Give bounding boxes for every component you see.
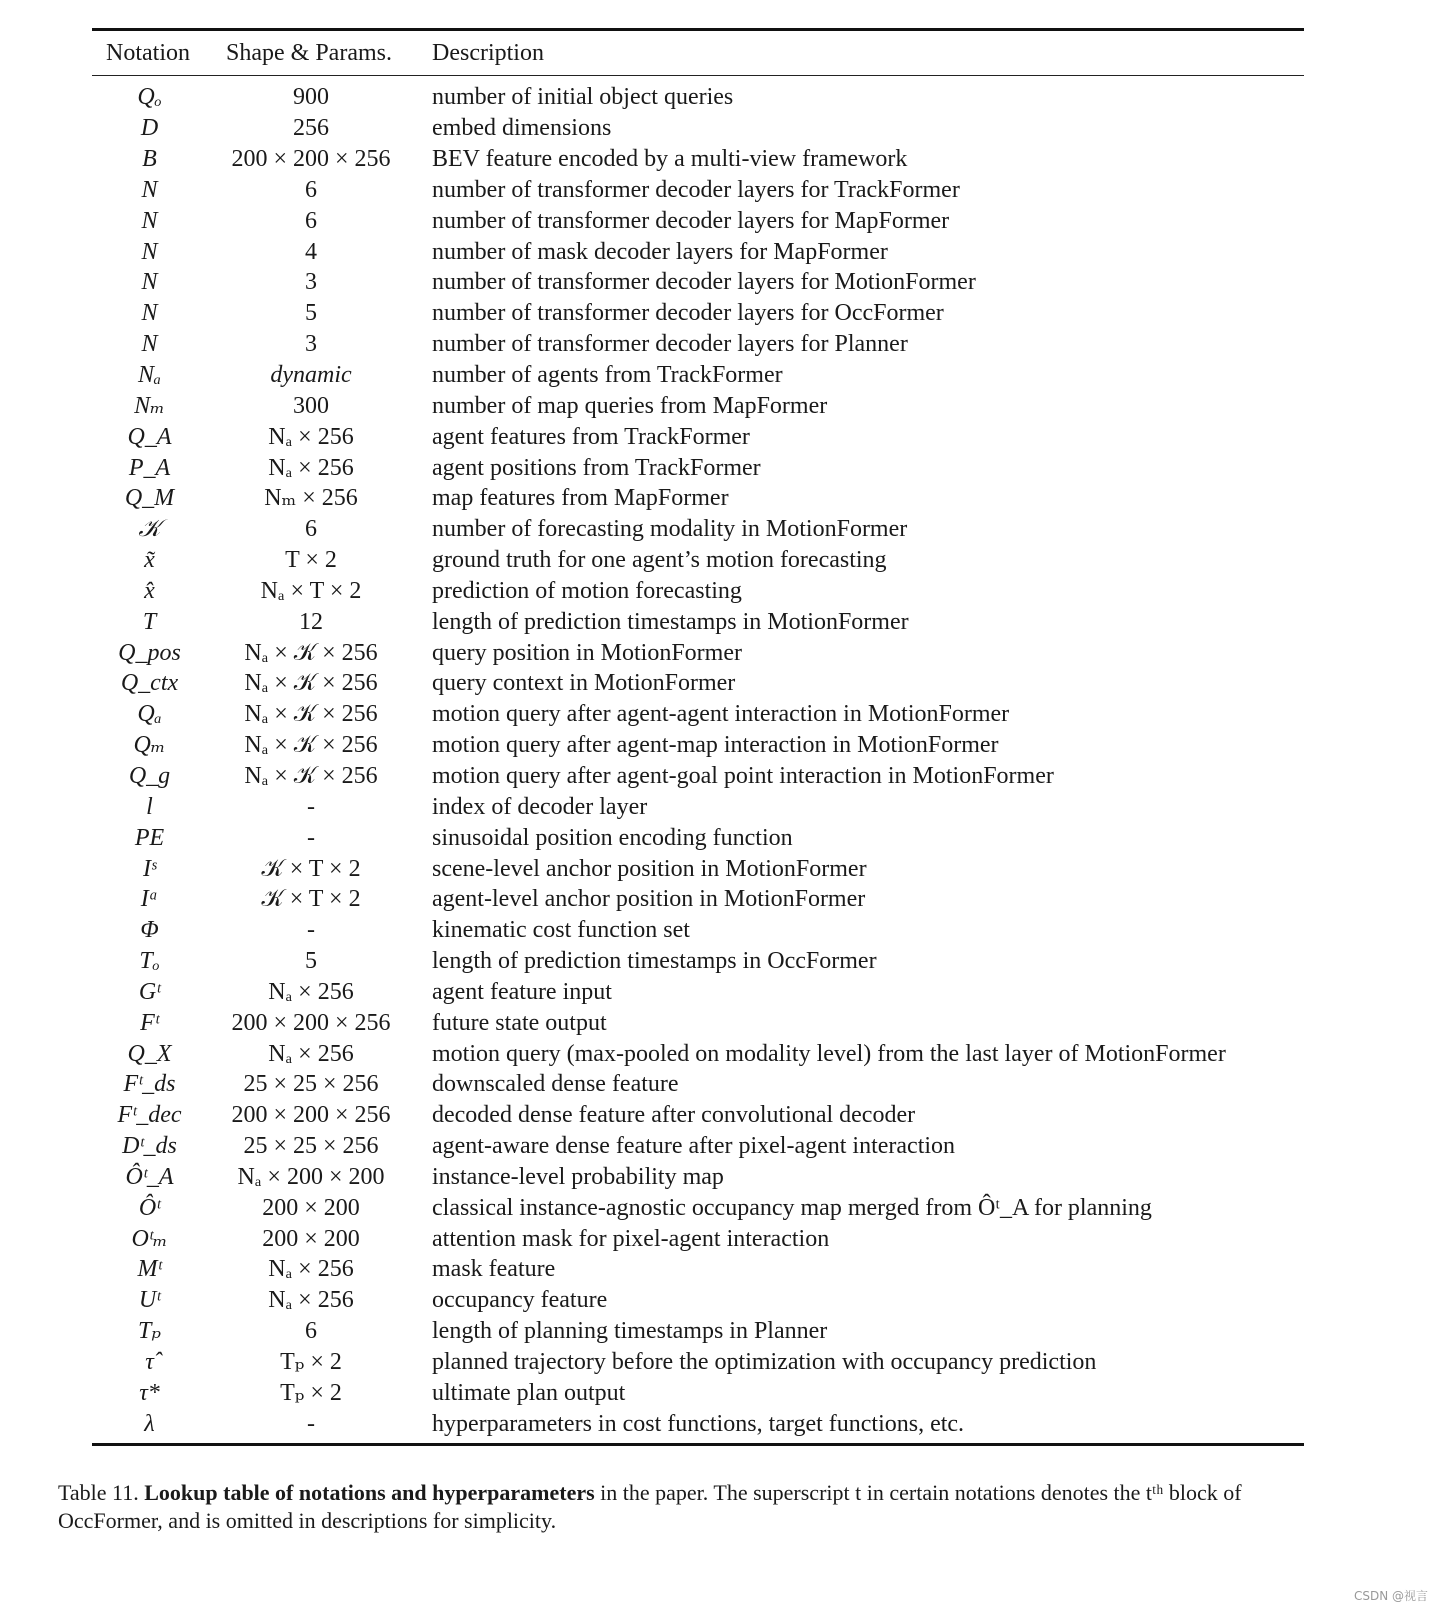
description-cell: future state output xyxy=(432,1009,607,1036)
notation-cell: τ* xyxy=(139,1379,160,1406)
table-row xyxy=(92,113,1304,144)
shape-cell: - xyxy=(307,793,315,820)
notation-cell: Dᵗ_ds xyxy=(122,1133,177,1160)
caption-bold: Lookup table of notations and hyperparameters xyxy=(144,1480,595,1505)
notation-cell: λ xyxy=(144,1410,155,1437)
table-row xyxy=(92,329,1304,360)
notation-cell: Uᵗ xyxy=(138,1287,161,1314)
notation-cell: 𝒦 xyxy=(138,516,161,543)
table-row xyxy=(92,853,1304,884)
notation-cell: PE xyxy=(134,824,165,851)
table-row xyxy=(92,1007,1304,1038)
table-row xyxy=(92,298,1304,329)
table-row xyxy=(92,1038,1304,1069)
description-cell: downscaled dense feature xyxy=(432,1071,679,1098)
description-cell: length of prediction timestamps in OccFormer xyxy=(432,948,877,975)
table-row xyxy=(92,452,1304,483)
description-cell: planned trajectory before the optimization with occupancy prediction xyxy=(432,1349,1097,1376)
description-cell: classical instance-agnostic occupancy map merged from Ôᵗ_A for planning xyxy=(432,1194,1152,1221)
notation-cell: N xyxy=(141,207,158,234)
notation-cell: Ôᵗ_A xyxy=(125,1163,174,1190)
table-row xyxy=(92,545,1304,576)
header-description: Description xyxy=(432,40,544,66)
table-bottom-rule xyxy=(92,1443,1304,1446)
shape-cell: 200 × 200 × 256 xyxy=(231,1102,391,1129)
description-cell: ultimate plan output xyxy=(432,1379,626,1406)
description-cell: number of transformer decoder layers for Planner xyxy=(432,331,908,358)
table-row xyxy=(92,144,1304,175)
shape-cell: Nₐ × 200 × 200 xyxy=(237,1163,385,1190)
description-cell: number of forecasting modality in MotionFormer xyxy=(432,516,908,543)
description-cell: map features from MapFormer xyxy=(432,485,729,512)
notation-cell: N xyxy=(141,238,158,265)
table-row xyxy=(92,1192,1304,1223)
notation-cell: Oᵗₘ xyxy=(131,1225,168,1252)
notation-cell: Qₐ xyxy=(137,701,162,728)
description-cell: motion query (max-pooled on modality level) from the last layer of MotionFormer xyxy=(432,1040,1226,1067)
shape-cell: 𝒦 × T × 2 xyxy=(261,886,361,913)
notation-cell: N xyxy=(141,176,158,203)
notation-cell: D xyxy=(140,115,159,142)
shape-cell: 3 xyxy=(305,269,317,296)
description-cell: agent-aware dense feature after pixel-agent interaction xyxy=(432,1133,956,1160)
table-row xyxy=(92,1347,1304,1378)
notation-cell: Nₘ xyxy=(134,392,165,419)
notation-cell: Qₒ xyxy=(137,84,162,111)
description-cell: kinematic cost function set xyxy=(432,917,690,944)
notation-cell: Mᵗ xyxy=(137,1256,162,1283)
shape-cell: 25 × 25 × 256 xyxy=(243,1071,379,1098)
shape-cell: - xyxy=(307,917,315,944)
notation-cell: Q_pos xyxy=(118,639,181,666)
shape-cell: 900 xyxy=(293,84,329,111)
notation-cell: Q_ctx xyxy=(120,670,179,697)
shape-cell: 5 xyxy=(305,300,317,327)
description-cell: length of planning timestamps in Planner xyxy=(432,1318,828,1345)
notation-cell: Q_g xyxy=(128,762,171,789)
shape-cell: 𝒦 × T × 2 xyxy=(261,855,361,882)
notation-cell: Iᵃ xyxy=(140,886,159,913)
header-notation: Notation xyxy=(106,40,190,66)
notation-cell: Nₐ xyxy=(137,362,162,389)
notation-cell: Fᵗ_ds xyxy=(123,1071,176,1098)
notation-cell: Fᵗ_dec xyxy=(117,1102,182,1129)
shape-cell: Tₚ × 2 xyxy=(280,1379,342,1406)
table-row xyxy=(92,175,1304,206)
table-row xyxy=(92,761,1304,792)
notation-cell: Q_X xyxy=(127,1040,172,1067)
table-row xyxy=(92,421,1304,452)
table-row xyxy=(92,822,1304,853)
table-row xyxy=(92,205,1304,236)
table-row xyxy=(92,1285,1304,1316)
table-row xyxy=(92,976,1304,1007)
description-cell: motion query after agent-agent interaction in MotionFormer xyxy=(432,701,1010,728)
description-cell: embed dimensions xyxy=(432,115,612,142)
notation-cell: Fᵗ xyxy=(140,1009,159,1036)
notation-cell: N xyxy=(141,331,158,358)
description-cell: prediction of motion forecasting xyxy=(432,577,742,604)
description-cell: hyperparameters in cost functions, target functions, etc. xyxy=(432,1410,965,1437)
shape-cell: Nₐ × 𝒦 × 256 xyxy=(244,670,378,697)
shape-cell: Nₐ × 𝒦 × 256 xyxy=(244,639,378,666)
notation-cell: B xyxy=(142,146,157,173)
shape-cell: 300 xyxy=(293,392,329,419)
shape-cell: 256 xyxy=(293,115,329,142)
description-cell: ground truth for one agent’s motion forecasting xyxy=(432,547,887,574)
table-row xyxy=(92,267,1304,298)
shape-cell: Nₐ × 256 xyxy=(268,1256,354,1283)
description-cell: instance-level probability map xyxy=(432,1163,724,1190)
description-cell: motion query after agent-goal point interaction in MotionFormer xyxy=(432,762,1054,789)
description-cell: number of agents from TrackFormer xyxy=(432,362,783,389)
description-cell: decoded dense feature after convolutional decoder xyxy=(432,1102,916,1129)
notation-table xyxy=(92,28,1304,1446)
table-row xyxy=(92,1377,1304,1408)
description-cell: number of transformer decoder layers for MotionFormer xyxy=(432,269,976,296)
shape-cell: dynamic xyxy=(270,362,352,389)
table-row xyxy=(92,946,1304,977)
notation-cell: Q_A xyxy=(127,423,172,450)
caption-label: Table 11. xyxy=(58,1480,139,1505)
description-cell: index of decoder layer xyxy=(432,793,648,820)
table-row xyxy=(92,236,1304,267)
shape-cell: - xyxy=(307,1410,315,1437)
shape-cell: 25 × 25 × 256 xyxy=(243,1133,379,1160)
notation-cell: Qₘ xyxy=(133,732,166,759)
description-cell: length of prediction timestamps in MotionFormer xyxy=(432,608,909,635)
caption-rest-2: OccFormer, and is omitted in descriptions for simplicity. xyxy=(58,1508,557,1533)
description-cell: agent features from TrackFormer xyxy=(432,423,750,450)
description-cell: agent positions from TrackFormer xyxy=(432,454,761,481)
description-cell: number of map queries from MapFormer xyxy=(432,392,828,419)
notation-cell: x̂ xyxy=(144,577,155,604)
table-row xyxy=(92,1223,1304,1254)
table-row xyxy=(92,390,1304,421)
notation-cell: Tₒ xyxy=(139,948,160,975)
shape-cell: - xyxy=(307,824,315,851)
description-cell: mask feature xyxy=(432,1256,556,1283)
description-cell: scene-level anchor position in MotionFormer xyxy=(432,855,867,882)
table-caption xyxy=(58,1479,1328,1535)
table-row xyxy=(92,791,1304,822)
description-cell: number of mask decoder layers for MapFormer xyxy=(432,238,888,265)
table-row xyxy=(92,730,1304,761)
notation-cell: Ôᵗ xyxy=(138,1194,161,1221)
shape-cell: Nₐ × 𝒦 × 256 xyxy=(244,762,378,789)
table-row xyxy=(92,1408,1304,1439)
description-cell: query position in MotionFormer xyxy=(432,639,742,666)
description-cell: number of transformer decoder layers for TrackFormer xyxy=(432,176,960,203)
shape-cell: 200 × 200 × 256 xyxy=(231,1009,391,1036)
shape-cell: T × 2 xyxy=(285,547,337,574)
table-row xyxy=(92,514,1304,545)
description-cell: agent-level anchor position in MotionFormer xyxy=(432,886,866,913)
shape-cell: 6 xyxy=(305,1318,317,1345)
table-row xyxy=(92,884,1304,915)
shape-cell: Nₐ × 256 xyxy=(268,423,354,450)
description-cell: attention mask for pixel-agent interaction xyxy=(432,1225,830,1252)
table-row xyxy=(92,1316,1304,1347)
description-cell: sinusoidal position encoding function xyxy=(432,824,793,851)
table-row xyxy=(92,1254,1304,1285)
description-cell: number of transformer decoder layers for MapFormer xyxy=(432,207,950,234)
notation-cell: Gᵗ xyxy=(138,978,161,1005)
shape-cell: Nₐ × 𝒦 × 256 xyxy=(244,701,378,728)
shape-cell: 6 xyxy=(305,176,317,203)
watermark: CSDN @视言 xyxy=(1353,1589,1428,1603)
table-row xyxy=(92,1131,1304,1162)
table-header-row xyxy=(92,31,1304,75)
shape-cell: Nₐ × 256 xyxy=(268,1287,354,1314)
notation-cell: Φ xyxy=(140,917,159,944)
notation-cell: N xyxy=(141,300,158,327)
shape-cell: Nₘ × 256 xyxy=(264,485,358,512)
shape-cell: Nₐ × 256 xyxy=(268,978,354,1005)
description-cell: number of transformer decoder layers for OccFormer xyxy=(432,300,944,327)
shape-cell: 200 × 200 × 256 xyxy=(231,146,391,173)
shape-cell: Tₚ × 2 xyxy=(280,1349,342,1376)
notation-cell: Tₚ xyxy=(138,1318,161,1345)
table-row xyxy=(92,1069,1304,1100)
header-shape: Shape & Params. xyxy=(226,40,392,66)
notation-cell: x̃ xyxy=(144,547,155,574)
table-row xyxy=(92,637,1304,668)
table-row xyxy=(92,606,1304,637)
table-row xyxy=(92,483,1304,514)
shape-cell: 200 × 200 xyxy=(262,1225,360,1252)
notation-cell: l xyxy=(146,793,153,820)
table-body xyxy=(92,76,1304,1443)
shape-cell: Nₐ × 256 xyxy=(268,1040,354,1067)
description-cell: agent feature input xyxy=(432,978,612,1005)
shape-cell: 5 xyxy=(305,948,317,975)
table-row xyxy=(92,1162,1304,1193)
caption-rest-1: in the paper. The superscript t in certain notations denotes the tᵗʰ block of xyxy=(594,1480,1242,1505)
table-row xyxy=(92,915,1304,946)
description-cell: number of initial object queries xyxy=(432,84,734,111)
description-cell: occupancy feature xyxy=(432,1287,608,1314)
shape-cell: Nₐ × 256 xyxy=(268,454,354,481)
table-row xyxy=(92,699,1304,730)
table-row xyxy=(92,668,1304,699)
description-cell: motion query after agent-map interaction in MotionFormer xyxy=(432,732,999,759)
shape-cell: 12 xyxy=(299,608,323,635)
shape-cell: Nₐ × T × 2 xyxy=(260,577,362,604)
notation-cell: P_A xyxy=(128,454,171,481)
table-row xyxy=(92,360,1304,391)
shape-cell: 200 × 200 xyxy=(262,1194,360,1221)
table-row xyxy=(92,576,1304,607)
description-cell: query context in MotionFormer xyxy=(432,670,736,697)
notation-cell: Iˢ xyxy=(142,855,157,882)
notation-cell: τ̂ xyxy=(145,1349,154,1376)
description-cell: BEV feature encoded by a multi-view framework xyxy=(432,146,908,173)
notation-cell: T xyxy=(142,608,157,635)
shape-cell: 6 xyxy=(305,207,317,234)
shape-cell: 4 xyxy=(305,238,317,265)
shape-cell: Nₐ × 𝒦 × 256 xyxy=(244,732,378,759)
shape-cell: 6 xyxy=(305,516,317,543)
table-row xyxy=(92,82,1304,113)
table-row xyxy=(92,1100,1304,1131)
notation-cell: N xyxy=(141,269,158,296)
notation-cell: Q_M xyxy=(124,485,175,512)
shape-cell: 3 xyxy=(305,331,317,358)
